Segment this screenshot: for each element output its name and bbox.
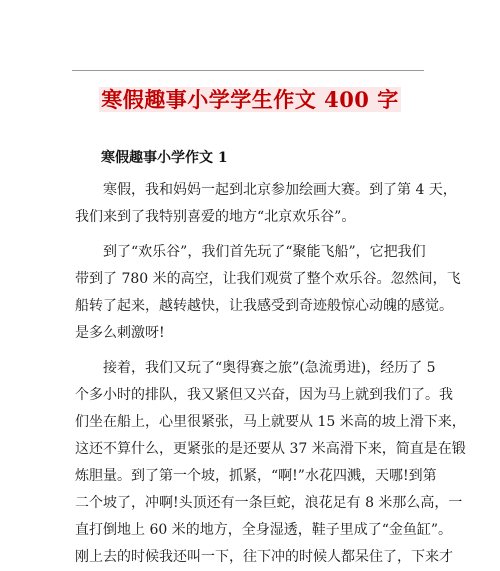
paragraph-line: 寒假，我和妈妈一起到北京参加绘画大赛。到了第 4 天， — [103, 182, 457, 198]
section-heading: 寒假趣事小学作文 1 — [101, 150, 228, 166]
paragraph-line: 们坐在船上，心里很紧张，马上就要从 15 米高的坡上滑下来， — [75, 414, 466, 430]
paragraph-line: 到了“欢乐谷”，我们首先玩了“聚能飞船”，它把我们 — [103, 244, 426, 260]
paragraph-line: 接着，我们又玩了“奥得赛之旅”(急流勇进)，经历了 5 — [103, 360, 436, 376]
paragraph-2 — [75, 239, 461, 347]
paragraph-line: 这还不算什么，更紧张的是还要从 37 米高滑下来，简直是在锻 — [75, 441, 466, 457]
paragraph-line: 个多小时的排队，我又紧但又兴奋，因为马上就到我们了。我 — [75, 387, 453, 403]
document-title — [0, 86, 500, 114]
paragraph-1 — [75, 177, 457, 231]
paragraph-line: 是多么刺激呀! — [75, 325, 165, 341]
header-rule — [72, 70, 424, 71]
paragraph-line: 直打倒地上 60 米的地方，全身湿透，鞋子里成了“金鱼缸”。 — [75, 522, 453, 538]
paragraph-3 — [75, 355, 466, 571]
paragraph-line: 带到了 780 米的高空，让我们观赏了整个欢乐谷。忽然间，飞 — [75, 271, 461, 287]
paragraph-line: 二个坡了，冲啊!头顶还有一条巨蛇，浪花足有 8 米那么高，一 — [75, 495, 463, 511]
paragraph-line: 船转了起来，越转越快，让我感受到奇迹般惊心动魄的感觉。 — [75, 298, 453, 314]
paragraph-line: 我们来到了我特别喜爱的地方“北京欢乐谷”。 — [75, 209, 356, 225]
paragraph-line: 刚上去的时候我还叫一下，往下冲的时候人都呆住了，下来才 — [75, 549, 453, 565]
paragraph-line: 炼胆量。到了第一个坡，抓紧，“啊!”水花四溅，天哪!到第 — [75, 468, 437, 484]
document-title-text: 寒假趣事小学学生作文 400 字 — [101, 87, 399, 112]
